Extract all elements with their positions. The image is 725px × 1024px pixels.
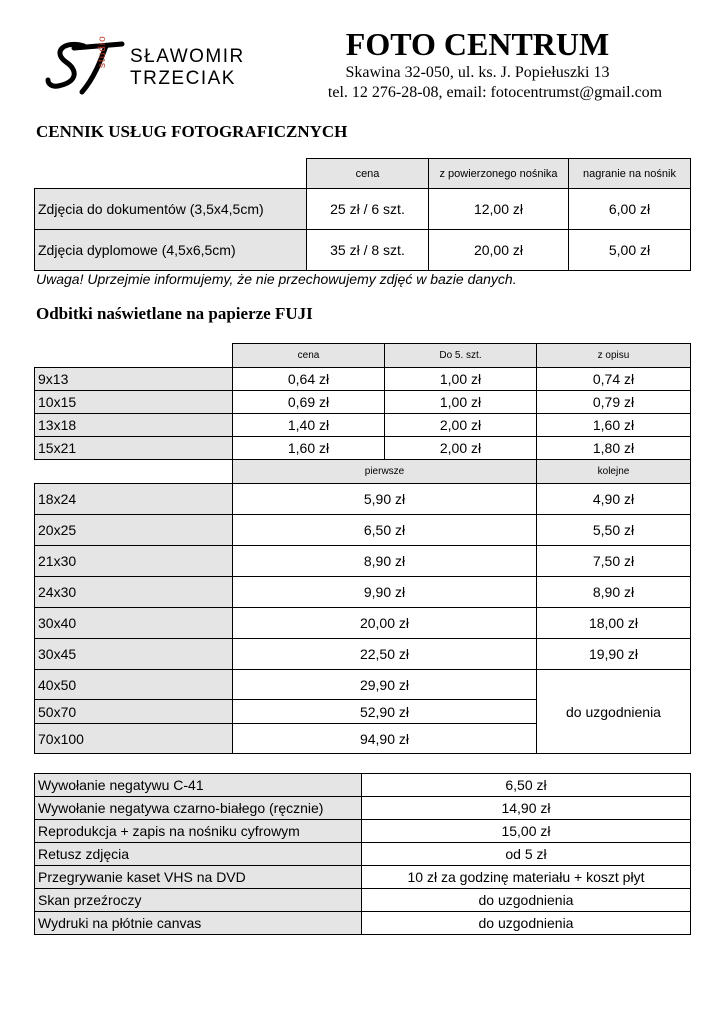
table-row — [35, 639, 691, 670]
price-cell: 5,50 zł — [537, 515, 691, 546]
price-cell: 6,50 zł — [362, 774, 691, 797]
price-cell: 2,00 zł — [385, 414, 537, 437]
table-row — [35, 797, 691, 820]
price-cell: 4,90 zł — [537, 484, 691, 515]
header-cell: kolejne — [537, 460, 691, 484]
logo-name — [130, 46, 245, 90]
price-cell: 15,00 zł — [362, 820, 691, 843]
price-cell: 94,90 zł — [233, 724, 537, 754]
price-cell: 7,50 zł — [537, 546, 691, 577]
other-services-table — [34, 773, 691, 935]
page-title: FOTO CENTRUM — [345, 26, 610, 62]
price-cell: 12,00 zł — [429, 189, 569, 230]
table-row — [35, 437, 691, 460]
service-label: Skan przeźroczy — [35, 889, 362, 912]
price-cell: 6,50 zł — [233, 515, 537, 546]
table-row — [35, 774, 691, 797]
table-row — [35, 391, 691, 414]
contact: tel. 12 276-28-08, email: fotocentrumst@gmail.com — [327, 84, 663, 101]
price-cell: 1,80 zł — [537, 437, 691, 460]
header-cell: Do 5. szt. — [385, 344, 537, 368]
price-cell: 8,90 zł — [537, 577, 691, 608]
size-label: 40x50 — [35, 670, 233, 700]
price-cell: 1,00 zł — [385, 391, 537, 414]
price-cell: 5,00 zł — [569, 230, 691, 271]
table-row — [35, 889, 691, 912]
services-title: CENNIK USŁUG FOTOGRAFICZNYCH — [36, 122, 348, 141]
size-label: 18x24 — [35, 484, 233, 515]
price-cell: 2,00 zł — [385, 437, 537, 460]
header-cell: z opisu — [537, 344, 691, 368]
logo-studio-text: studio — [97, 35, 108, 68]
table-row — [35, 515, 691, 546]
size-label: 30x40 — [35, 608, 233, 639]
size-label: 13x18 — [35, 414, 233, 437]
table-row — [35, 843, 691, 866]
size-label: 15x21 — [35, 437, 233, 460]
row-label: Zdjęcia do dokumentów (3,5x4,5cm) — [35, 189, 307, 230]
price-cell: 20,00 zł — [233, 608, 537, 639]
table-row — [35, 484, 691, 515]
table-row — [35, 546, 691, 577]
logo-last-name: TRZECIAK — [130, 68, 236, 89]
price-cell: 52,90 zł — [233, 700, 537, 724]
price-cell: do uzgodnienia — [537, 670, 691, 754]
storage-note: Uwaga! Uprzejmie informujemy, że nie przechowujemy zdjęć w bazie danych. — [36, 271, 517, 287]
price-cell: 29,90 zł — [233, 670, 537, 700]
service-label: Wywołanie negatywa czarno-białego (ręcznie) — [35, 797, 362, 820]
price-cell: 0,79 zł — [537, 391, 691, 414]
prints-header-row-2 — [35, 460, 691, 484]
service-label: Retusz zdjęcia — [35, 843, 362, 866]
size-label: 9x13 — [35, 368, 233, 391]
size-label: 21x30 — [35, 546, 233, 577]
price-cell: 8,90 zł — [233, 546, 537, 577]
price-cell: 9,90 zł — [233, 577, 537, 608]
price-cell: 6,00 zł — [569, 189, 691, 230]
table-row — [35, 189, 691, 230]
price-cell: 0,74 zł — [537, 368, 691, 391]
header-cell: cena — [307, 159, 429, 189]
price-cell: do uzgodnienia — [362, 912, 691, 935]
services-header-row — [35, 159, 691, 189]
price-cell: 0,64 zł — [233, 368, 385, 391]
price-cell: 1,40 zł — [233, 414, 385, 437]
table-row — [35, 368, 691, 391]
size-label: 24x30 — [35, 577, 233, 608]
price-cell: 22,50 zł — [233, 639, 537, 670]
service-label: Wydruki na płótnie canvas — [35, 912, 362, 935]
size-label: 50x70 — [35, 700, 233, 724]
header-cell: nagranie na nośnik — [569, 159, 691, 189]
table-row — [35, 608, 691, 639]
service-label: Przegrywanie kaset VHS na DVD — [35, 866, 362, 889]
row-label: Zdjęcia dyplomowe (4,5x6,5cm) — [35, 230, 307, 271]
table-row — [35, 820, 691, 843]
header-cell: cena — [233, 344, 385, 368]
table-row — [35, 670, 691, 700]
prints-title: Odbitki naświetlane na papierze FUJI — [36, 304, 313, 323]
services-table — [34, 158, 691, 271]
size-label: 10x15 — [35, 391, 233, 414]
prints-header-row — [35, 344, 691, 368]
logo-first-name: SŁAWOMIR — [130, 46, 245, 67]
size-label: 30x45 — [35, 639, 233, 670]
size-label: 70x100 — [35, 724, 233, 754]
price-cell: 18,00 zł — [537, 608, 691, 639]
service-label: Wywołanie negatywu C-41 — [35, 774, 362, 797]
price-cell: 20,00 zł — [429, 230, 569, 271]
header-cell: z powierzonego nośnika — [429, 159, 569, 189]
price-cell: 35 zł / 8 szt. — [307, 230, 429, 271]
price-cell: 1,60 zł — [233, 437, 385, 460]
size-label: 20x25 — [35, 515, 233, 546]
price-cell: 19,90 zł — [537, 639, 691, 670]
price-cell: 1,60 zł — [537, 414, 691, 437]
prints-table — [34, 343, 691, 754]
price-cell: 0,69 zł — [233, 391, 385, 414]
price-cell: 10 zł za godzinę materiału + koszt płyt — [362, 866, 691, 889]
price-cell: 14,90 zł — [362, 797, 691, 820]
address: Skawina 32-050, ul. ks. J. Popiełuszki 13 — [345, 64, 610, 81]
price-cell: od 5 zł — [362, 843, 691, 866]
table-row — [35, 414, 691, 437]
table-row — [35, 577, 691, 608]
table-row — [35, 912, 691, 935]
price-cell: 1,00 zł — [385, 368, 537, 391]
table-row — [35, 230, 691, 271]
service-label: Reprodukcja + zapis na nośniku cyfrowym — [35, 820, 362, 843]
price-cell: do uzgodnienia — [362, 889, 691, 912]
price-cell: 25 zł / 6 szt. — [307, 189, 429, 230]
header-cell: pierwsze — [233, 460, 537, 484]
price-cell: 5,90 zł — [233, 484, 537, 515]
table-row — [35, 866, 691, 889]
